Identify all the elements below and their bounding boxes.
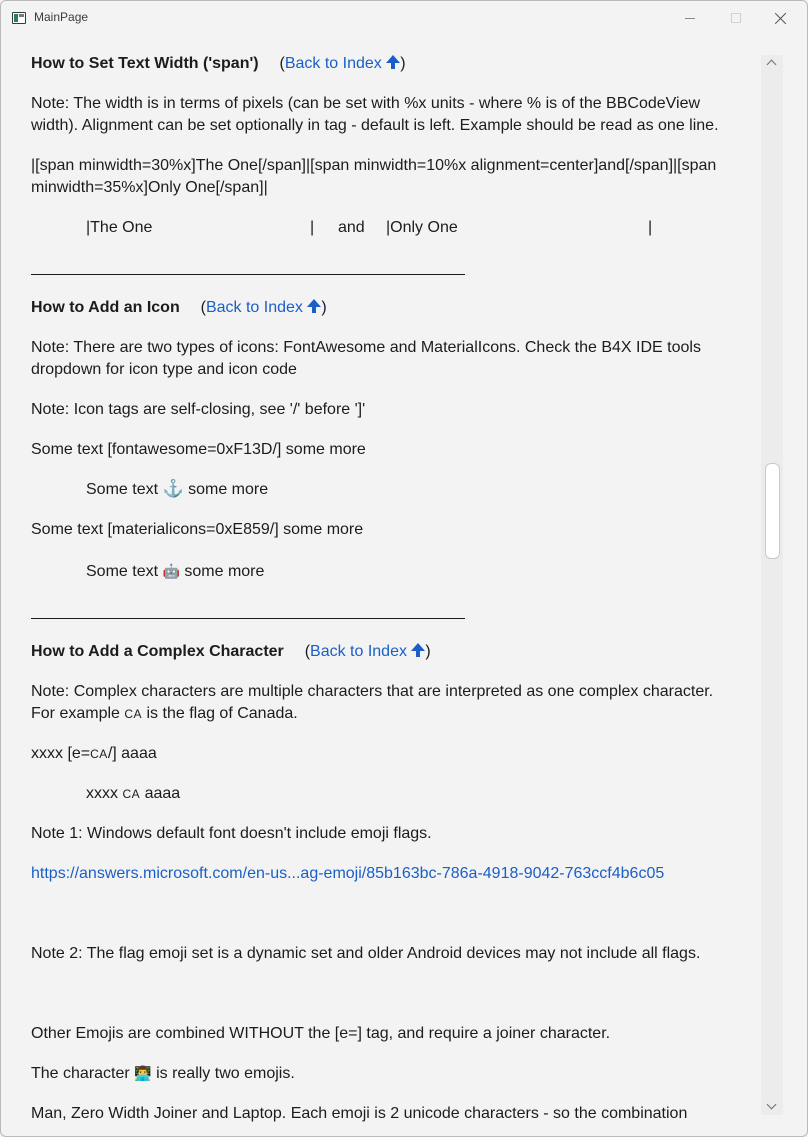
arrow-up-icon[interactable] bbox=[307, 299, 321, 313]
span-example-cell-1: |The One bbox=[86, 219, 153, 236]
complex-back-to-index-link[interactable]: Back to Index bbox=[310, 643, 407, 660]
anchor-icon: ⚓ bbox=[162, 479, 184, 498]
complex-note-line-2 bbox=[31, 703, 298, 725]
span-back-open: ( bbox=[279, 55, 285, 72]
span-code-line-1: |[span minwidth=30%x]The One[/span]|[span minwidth=10%x alignment=center]and[/span]|[span bbox=[31, 157, 717, 174]
complex-example-flag: CA bbox=[122, 787, 141, 801]
materialicons-code: Some text [materialicons=0xE859/] some more bbox=[31, 521, 364, 538]
icon-back-open: ( bbox=[200, 299, 206, 316]
section-divider bbox=[31, 618, 465, 619]
section-divider bbox=[31, 274, 465, 275]
vertical-scrollbar[interactable] bbox=[761, 55, 783, 1115]
mi-text-before: Some text bbox=[86, 563, 159, 580]
complex-note-1: Note 1: Windows default font doesn't include emoji flags. bbox=[31, 825, 432, 842]
title-bar[interactable] bbox=[1, 1, 807, 35]
close-icon bbox=[775, 12, 787, 24]
icon-back-to-index-link[interactable]: Back to Index bbox=[205, 299, 303, 316]
minimize-icon bbox=[685, 18, 695, 19]
technologist-emoji-icon: 👨‍💻 bbox=[134, 1065, 152, 1081]
character-text-before: The character bbox=[31, 1065, 130, 1082]
complex-note-2: Note 2: The flag emoji set is a dynamic set and older Android devices may not include all flags. bbox=[31, 945, 701, 962]
arrow-up-icon[interactable] bbox=[386, 55, 400, 69]
chevron-up-icon bbox=[767, 60, 777, 70]
arrow-up-icon[interactable] bbox=[411, 643, 425, 657]
window-title: MainPage bbox=[34, 10, 89, 24]
span-example-cell-3: |Only One bbox=[386, 219, 458, 236]
materialicons-example bbox=[86, 561, 264, 583]
complex-code-after: /] aaaa bbox=[107, 745, 157, 762]
complex-back-open: ( bbox=[304, 643, 311, 660]
complex-example bbox=[86, 783, 180, 805]
complex-example-after: aaaa bbox=[144, 785, 181, 802]
character-example bbox=[31, 1063, 295, 1085]
emoji-explanation-partial: Man, Zero Width Joiner and Laptop. Each emoji is 2 unicode characters - so the combination bbox=[31, 1105, 688, 1122]
chevron-down-icon bbox=[767, 1100, 777, 1110]
flag-canada: CA bbox=[124, 707, 143, 721]
other-emojis-text: Other Emojis are combined WITHOUT the [e=] tag, and require a joiner character. bbox=[31, 1025, 611, 1042]
close-button[interactable] bbox=[758, 1, 804, 35]
complex-back-close: ) bbox=[425, 643, 431, 660]
span-code-line-2: minwidth=35%x]Only One[/span]| bbox=[31, 179, 268, 196]
fa-text-before: Some text bbox=[86, 481, 159, 498]
complex-example-before: xxxx bbox=[86, 785, 118, 802]
icon-note-self-closing: Note: Icon tags are self-closing, see '/' before ']' bbox=[31, 401, 366, 418]
microsoft-answers-link[interactable]: https://answers.microsoft.com/en-us...ag-emoji/85b163bc-786a-4918-9042-763ccf4b6c05 bbox=[31, 865, 665, 882]
maximize-icon bbox=[731, 13, 741, 23]
icon-note-line-2: dropdown for icon type and icon code bbox=[31, 361, 297, 378]
complex-note-text-before: For example bbox=[31, 705, 120, 722]
span-heading: How to Set Text Width ('span') bbox=[31, 55, 259, 72]
minimize-button[interactable] bbox=[667, 1, 713, 35]
maximize-button[interactable] bbox=[713, 1, 759, 35]
scroll-down-button[interactable] bbox=[766, 1101, 778, 1113]
icon-back-close: ) bbox=[321, 299, 327, 316]
span-back-to-index-link[interactable]: Back to Index bbox=[284, 55, 382, 72]
span-section-header bbox=[31, 53, 406, 75]
mi-text-after: some more bbox=[184, 563, 265, 580]
complex-note-line-1: Note: Complex characters are multiple characters that are interpreted as one complex character. bbox=[31, 683, 714, 700]
fa-text-after: some more bbox=[188, 481, 269, 498]
span-note-line-1: Note: The width is in terms of pixels (can be set with %x units - where % is of the BBCodeView bbox=[31, 95, 701, 112]
complex-note-text-after: is the flag of Canada. bbox=[146, 705, 298, 722]
complex-code bbox=[31, 743, 157, 765]
app-window-icon bbox=[12, 12, 26, 24]
bbcode-view[interactable] bbox=[1, 35, 761, 1137]
span-back-close: ) bbox=[400, 55, 406, 72]
complex-code-flag: CA bbox=[90, 747, 108, 761]
icon-heading: How to Add an Icon bbox=[31, 299, 180, 316]
span-example-cell-2: and bbox=[338, 219, 365, 236]
fontawesome-code: Some text [fontawesome=0xF13D/] some more bbox=[31, 441, 366, 458]
span-example-end-pipe: | bbox=[648, 219, 653, 236]
icon-note-line-1: Note: There are two types of icons: FontAwesome and MaterialIcons. Check the B4X IDE tools bbox=[31, 339, 701, 356]
android-icon: 🤖 bbox=[162, 563, 180, 579]
icon-section-header bbox=[31, 297, 327, 319]
span-example-separator: | bbox=[310, 219, 315, 236]
complex-section-header bbox=[31, 641, 431, 663]
complex-heading: How to Add a Complex Character bbox=[31, 643, 284, 660]
scrollbar-thumb[interactable] bbox=[765, 463, 780, 559]
character-text-after: is really two emojis. bbox=[156, 1065, 295, 1082]
fontawesome-example bbox=[86, 479, 268, 501]
span-note-line-2: width). Alignment can be set optionally in tag - default is left. Example should be read as one line. bbox=[31, 117, 719, 134]
complex-code-before: xxxx [e= bbox=[31, 745, 91, 762]
scroll-up-button[interactable] bbox=[766, 57, 778, 69]
